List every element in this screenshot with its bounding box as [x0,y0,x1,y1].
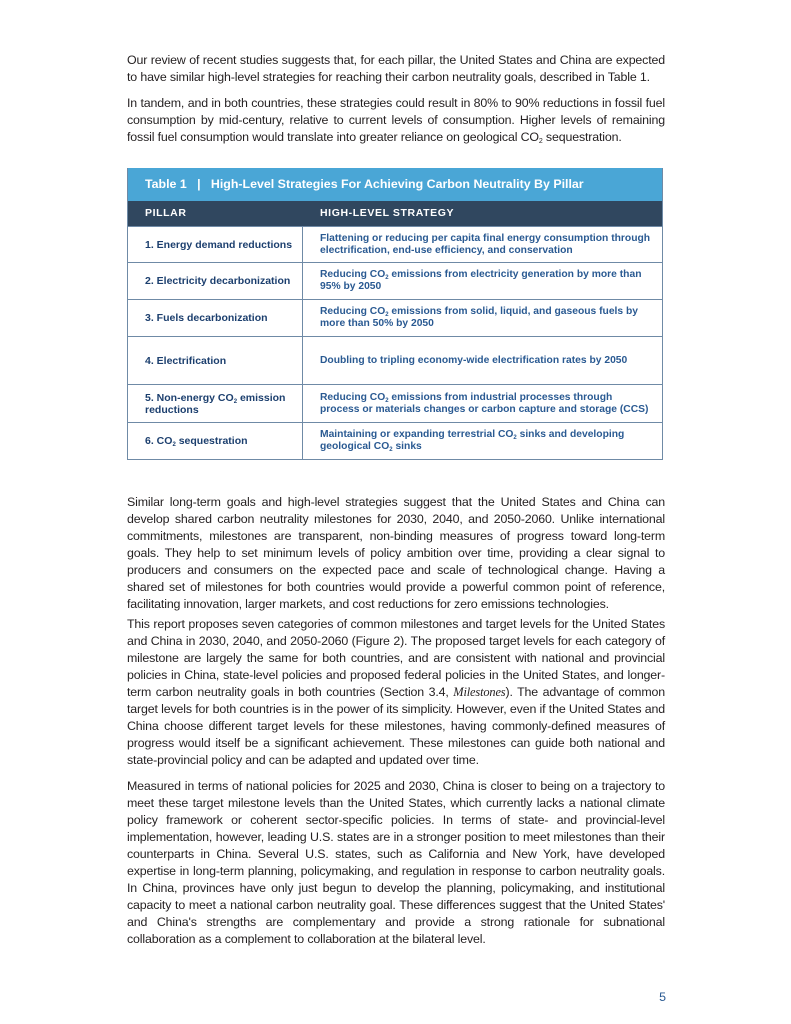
pillar-cell [128,300,303,336]
table-row [128,384,662,422]
milestones-italic: Milestones [453,685,506,699]
pillar-cell [128,337,303,384]
pillar-text-part: 5. Non-energy CO [145,391,234,404]
pillar-cell [128,263,303,299]
pillar-label: 1. Energy demand reductions [145,238,293,251]
strategy-text-part: sinks and developing geological CO [320,429,625,452]
page-number: 5 [659,990,666,1004]
table-row [128,422,662,459]
co2-subscript: 2 [385,275,389,281]
intro-paragraph-2 [127,95,665,146]
strategy-text: Doubling to tripling economy-wide electrification rates by 2050 [320,354,628,366]
column-header-pillar: PILLAR [145,207,187,219]
intro-p2-subscript: 2 [538,138,543,145]
table-row [128,226,662,262]
strategy-cell [303,263,662,299]
table-row [128,262,662,299]
table-row [128,336,662,384]
strategy-cell [303,423,662,459]
pillar-text-part: sequestration [175,435,248,447]
pillar-label [145,435,248,447]
intro-paragraph-1: Our review of recent studies suggests that, for each pillar, the United States and China are expected to have similar high-level strategies for reaching their carbon neutrality goals, described in Table 1. [127,53,665,84]
co2-subscript: 2 [172,442,176,448]
table-title: Table 1 | High-Level Strategies For Achieving Carbon Neutrality By Pillar [128,168,662,201]
pillar-cell [128,423,303,459]
co2-subscript: 2 [513,435,517,441]
pillar-cell [128,385,303,422]
strategy-text-part: Reducing CO [320,269,386,280]
strategy-text-part: emissions from industrial processes through process or materials changes or carbon capture and storage (CCS) [320,391,649,415]
strategy-text [320,269,654,293]
strategy-cell [303,300,662,336]
body-paragraph-1: Similar long-term goals and high-level strategies suggest that the United States and China can develop shared carbon neutrality milestones for 2030, 2040, and 2050-2060. Unlike international commitments, milestones are transparent, non-binding measures of progress toward long-term goals. They help to set minimum levels of policy ambition over time, providing a clear signal to producers and consumers on the expected pace and scale of technological change. Having a shared set of milestones for both countries would provide a powerful common point of reference, facilitating innovation, larger markets, and cost reductions for zero emissions technologies. [127,495,665,611]
pillar-text-part: 6. CO [145,435,173,447]
strategy-text: Flattening or reducing per capita final energy consumption through electrification, end-use efficiency, and conservation [320,232,651,256]
strategy-cell [303,385,662,422]
table-row [128,299,662,336]
column-header-strategy: HIGH-LEVEL STRATEGY [320,207,455,219]
strategy-text-part: emissions from solid, liquid, and gaseous fuels by more than 50% by 2050 [320,306,639,329]
body-p2-tail: ). The advantage of common target levels for both countries is in the power of its simplicity. However, even if the United States and China choose different target levels for these milestones, having commonly-defined measures of progress would itself be a significant achievement. These milestones can guide both national and state-provincial policy and can be adapted and updated over time. [127,685,665,767]
intro-p2-text: In tandem, and in both countries, these strategies could result in 80% to 90% reductions in fossil fuel consumption by mid-century, relative to current levels of consumption. Higher levels of remaining fossil fuel consumption would translate into greater reliance on geological CO [127,96,665,144]
strategy-cell [303,227,662,262]
strategy-text-part: Reducing CO [320,306,386,317]
strategy-text-part: Reducing CO [320,391,386,403]
strategy-text-part: Maintaining or expanding terrestrial CO [320,429,514,440]
strategy-text-part: emissions from electricity generation by more than 95% by 2050 [320,269,642,292]
pillar-text-part: emission reductions [145,391,286,416]
pillar-label [145,392,298,416]
body-paragraph-2 [127,616,665,769]
body-paragraph-3: Measured in terms of national policies for 2025 and 2030, China is closer to being on a trajectory to meet these target milestone levels than the United States, which currently lacks a national climate policy framework or coherent sector-specific policies. In terms of state- and provincial-level implementation, however, leading U.S. states are in a stronger position to meet milestones than their counterparts in China. Several U.S. states, such as California and New York, have developed expertise in long-term planning, policymaking, and regulation in response to carbon neutrality goals. In China, provinces have only just begun to develop the planning, policymaking, and institutional capacity to meet a national carbon neutrality goal. These differences suggest that the United States' and China's strengths are complementary and provide a strong rationale for subnational collaboration as a complement to collaboration at the bilateral level. [127,779,665,946]
strategy-text [320,392,654,416]
pillar-label: 3. Fuels decarbonization [145,312,268,324]
co2-subscript: 2 [385,312,389,318]
body-p2-text: This report proposes seven categories of common milestones and target levels for the United States and China in 2030, 2040, and 2050-2060 (Figure 2). The proposed target levels for each category of milestone are largely the same for both countries, and are consistent with national and provincial policies in China, state-level policies and proposed federal policies in the United States, and longer-term carbon neutrality goals in both countries (Section 3.4, [127,617,665,699]
co2-subscript: 2 [385,397,389,404]
pillar-label: 4. Electrification [145,354,227,367]
strategy-text [320,306,654,330]
strategy-text [320,429,654,453]
pillar-label: 2. Electricity decarbonization [145,275,291,287]
pillar-cell [128,227,303,262]
co2-subscript: 2 [389,447,393,453]
table-header-row [128,201,662,226]
strategy-table [127,168,663,460]
strategy-text-part: sinks [392,441,422,452]
intro-p2-tail: sequestration. [542,130,622,144]
strategy-cell [303,337,662,384]
co2-subscript: 2 [233,398,238,405]
